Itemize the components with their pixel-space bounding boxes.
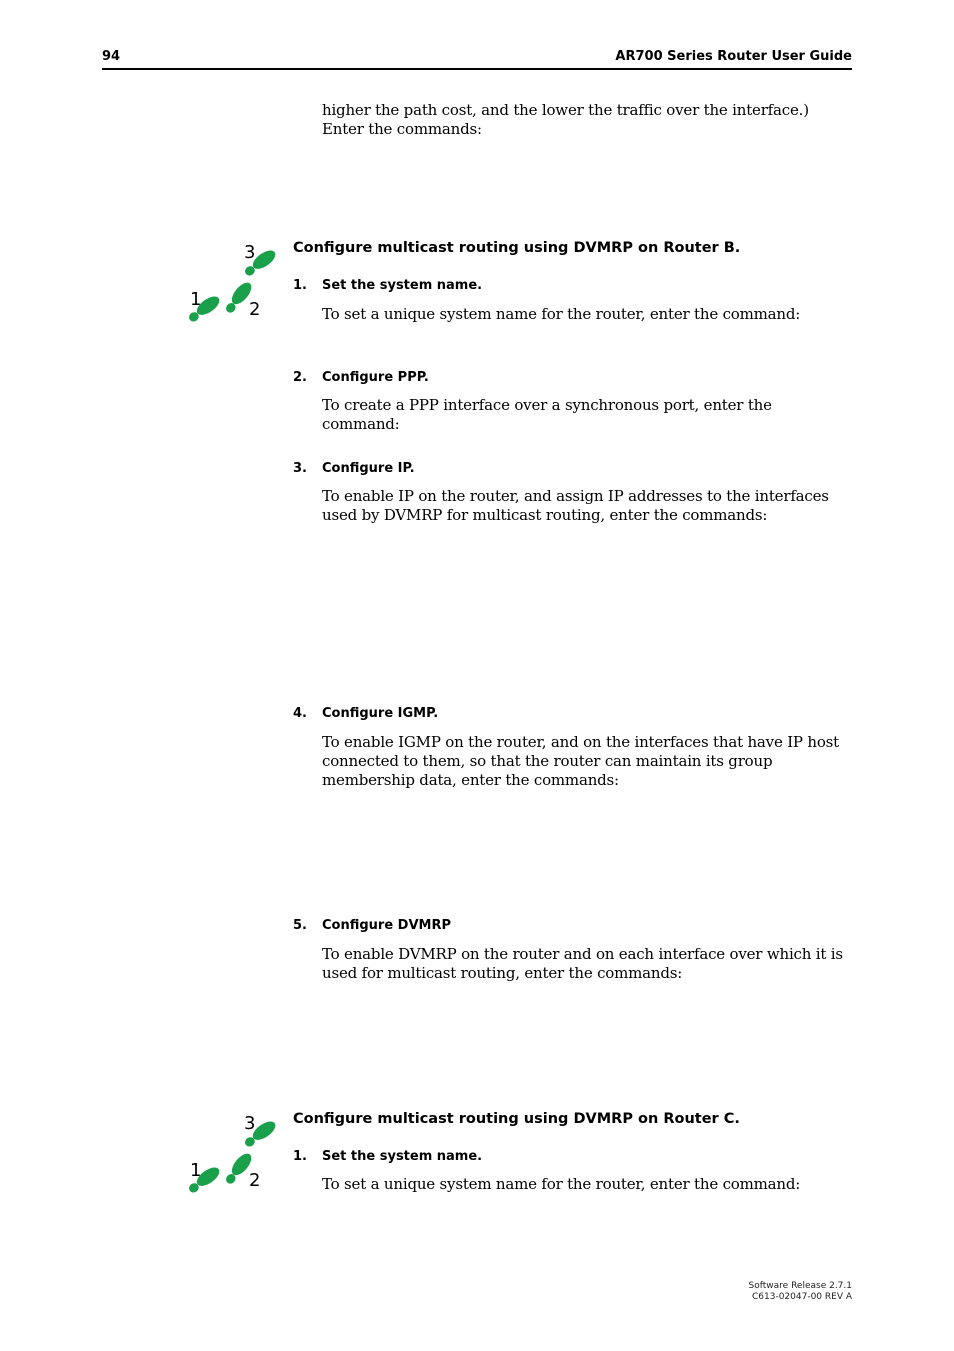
document-revision: C613-02047-00 REV A [751, 1292, 852, 1302]
step-text: To enable IP on the router, and assign IP addresses to the interfaces used by DVMRP for multicast routing, enter the commands: [322, 487, 829, 524]
document-title: AR700 Series Router User Guide [615, 49, 852, 64]
step-label-3: 3 [244, 242, 256, 263]
step-title: Set the system name. [322, 1149, 483, 1164]
step-text: To enable DVMRP on the router and on each interface over which it is used for multicast routing, enter the commands: [322, 945, 843, 982]
intro-paragraph: higher the path cost, and the lower the traffic over the interface.) Enter the commands: [322, 101, 809, 138]
step-title: Configure PPP. [322, 370, 429, 385]
step-text: To create a PPP interface over a synchronous port, enter the command: [322, 396, 772, 433]
step-number: 5. [293, 918, 307, 933]
section-title-router-b: Configure multicast routing using DVMRP on Router B. [293, 240, 741, 256]
software-release: Software Release 2.7.1 [748, 1281, 852, 1291]
page-header [102, 48, 852, 70]
step-label-2: 2 [249, 299, 261, 320]
step-title: Configure IGMP. [322, 706, 439, 721]
step-title: Configure IP. [322, 461, 415, 476]
step-number: 4. [293, 706, 307, 721]
step-number: 1. [293, 278, 307, 293]
step-heading [293, 278, 482, 293]
page-footer [749, 1281, 852, 1303]
step-text: To set a unique system name for the router, enter the command: [322, 1175, 801, 1193]
step-heading [293, 461, 415, 476]
step-number: 3. [293, 461, 307, 476]
step-title: Configure DVMRP [322, 918, 452, 933]
steps-icon [186, 1111, 278, 1195]
page-number: 94 [102, 49, 121, 64]
section-title-router-c: Configure multicast routing using DVMRP on Router C. [293, 1111, 740, 1127]
step-heading [293, 918, 451, 933]
step-label-3: 3 [244, 1113, 256, 1134]
steps-icon [186, 240, 278, 324]
step-heading [293, 706, 438, 721]
step-label-1: 1 [190, 289, 202, 310]
step-heading [293, 1149, 482, 1164]
step-label-2: 2 [249, 1170, 261, 1191]
step-title: Set the system name. [322, 278, 483, 293]
step-number: 1. [293, 1149, 307, 1164]
step-text: To set a unique system name for the router, enter the command: [322, 305, 801, 323]
step-text: To enable IGMP on the router, and on the interfaces that have IP host connected to them, so that the router can maintain its group membership data, enter the commands: [322, 733, 840, 789]
step-label-1: 1 [190, 1160, 202, 1181]
step-number: 2. [293, 370, 307, 385]
step-heading [293, 370, 429, 385]
